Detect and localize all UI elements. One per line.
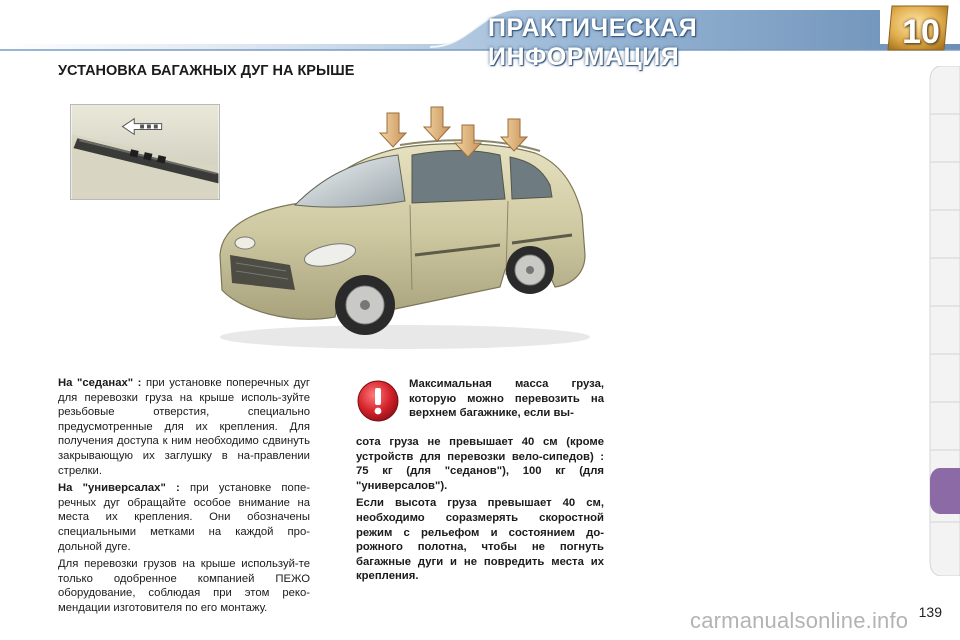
saloon-paragraph	[58, 376, 310, 478]
section-heading: УСТАНОВКА БАГАЖНЫХ ДУГ НА КРЫШЕ	[58, 63, 355, 79]
max-load-continuation: сота груза не превышает 40 см (кроме устройств для перевозки вело-сипедов) : 75 кг (для "седанов"), 100 кг (для "универсалов").	[356, 436, 604, 492]
approved-equipment-paragraph: Для перевозки грузов на крыше используй-те только одобренное компанией ПЕЖО оборудование, соблюдая при этом реко-мендации изготовителя по его монтажу.	[58, 558, 310, 614]
estate-label: На "универсалах" :	[58, 482, 180, 495]
car-with-roof-arrows	[200, 105, 600, 355]
chapter-tabs	[928, 66, 960, 576]
exclamation-icon	[356, 379, 400, 423]
mounting-instructions	[58, 376, 310, 619]
saloon-text: при установке поперечных дуг для перевозки груза на крыше исполь-зуйте резьбовые отверстия, специально предусмотренные для их крепления. Для получения доступа к ним необходимо сдвинуть закрывающую их заглушку в на-правлении стрелки.	[58, 377, 310, 477]
speed-advice: Если высота груза превышает 40 см, необходимо соразмерять скоростной режим с рельефом и состоянием до-рожного полотна, чтобы не погнуть багажные дуги и не повредить места их крепления.	[356, 497, 604, 583]
saloon-label: На "седанах" :	[58, 377, 142, 389]
estate-paragraph	[58, 481, 310, 554]
max-load-lead: Максимальная масса груза, которую можно перевозить на верхнем багажнике, если вы-	[409, 378, 604, 420]
chapter-title: ПРАКТИЧЕСКАЯ ИНФОРМАЦИЯ	[488, 14, 698, 71]
page-number: 139	[918, 604, 942, 620]
chapter-number-badge: 10	[902, 13, 940, 51]
active-chapter-tab	[930, 468, 960, 514]
estate-text: при установке попе-речных дуг обращайте особое внимание на места их крепления. Они обозначены специальными метками на каждой про-дольной дуге.	[58, 482, 310, 553]
max-load-warning	[356, 435, 604, 587]
watermark: carmanualsonline.info	[690, 608, 909, 633]
roof-fixing-cover-photo	[70, 104, 220, 200]
